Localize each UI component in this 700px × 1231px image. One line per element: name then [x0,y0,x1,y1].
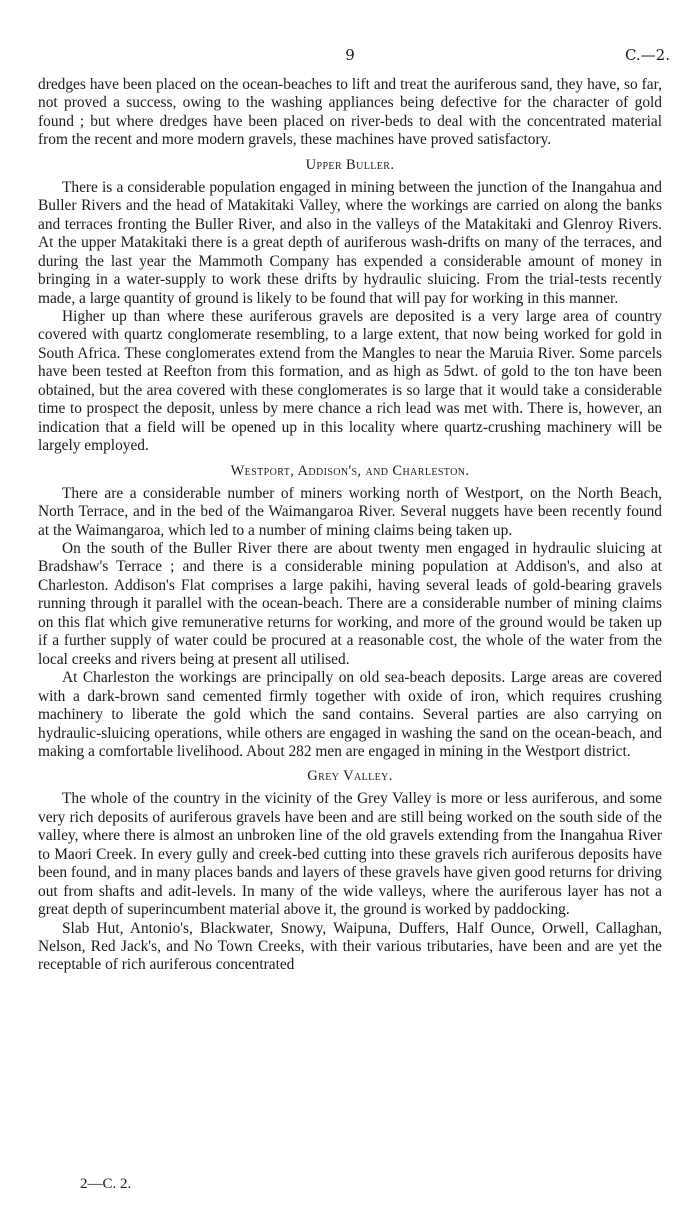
page-reference: C.—2. [624,46,670,64]
paragraph: At Charleston the workings are principally on old sea-beach deposits. Large areas are covered with a dark-brown sand cemented firmly together with oxide of iron, which requires crushing machinery to liberate the gold which the sand contains. Several parties are also carrying on hydraulic-sluicing operations, while others are engaged in washing the sand on the ocean-beach, and making a comfortable livelihood. About 282 men are engaged in mining in the Westport district. [38,669,662,760]
page-number: 9 [345,46,355,64]
signature-mark: 2—C. 2. [80,1176,132,1192]
paragraph: Higher up than where these auriferous gravels are deposited is a very large area of country covered with quartz conglomerate resembling, to a large extent, that now being worked for gold in South Africa. These conglomerates extend from the Mangles to near the Maruia River. Some parcels have been tested at Reefton from this formation, and as high as 5dwt. of gold to the ton have been obtained, but the area covered with these conglomerates is so large that it would take a considerable time to prospect the deposit, unless by mere chance a rich lead was met with. There is, however, an indication that a field will be opened up in this locality where quartz-crushing machinery will be largely employed. [38,307,662,455]
paragraph: The whole of the country in the vicinity of the Grey Valley is more or less auriferous, and some very rich deposits of auriferous gravels have been and are still being worked on the south side of the valley, where there is almost an unbroken line of the old gravels extending from the Inangahua River to Maori Creek. In every gully and creek-bed cutting into these gravels rich auriferous deposits have been found, and in many places bands and layers of these gravels have given good returns for driving out from shafts and adit-levels. In many of the wide valleys, where the auriferous layer has not a great depth of superincumbent material above it, the ground is worked by paddocking. [38,790,662,919]
section-heading: Grey Valley. [307,768,393,785]
section-heading: Westport, Addison's, and Charleston. [230,462,470,479]
body-text [38,76,662,975]
paragraph: There is a considerable population engaged in mining between the junction of the Inangahua and Buller Rivers and the head of Matakitaki Valley, where the workings are carried on along the banks and terraces fronting the Buller River, and also in the valleys of the Matakitaki and Glenroy Rivers. At the upper Matakitaki there is a great depth of auriferous wash-drifts on many of the terraces, and during the last year the Mammoth Company has expended a considerable amount of money in bringing in a water-supply to work these drifts by hydraulic sluicing. From the trial-tests recently made, a large quantity of ground is likely to be found that will pay for working in this manner. [38,178,662,307]
section-heading: Upper Buller. [305,156,395,173]
paragraph: dredges have been placed on the ocean-beaches to lift and treat the auriferous sand, they have, so far, not proved a success, owing to the washing appliances being defective for the character of gold found ; but where dredges have been placed on river-beds to deal with the concentrated material from the recent and more modern gravels, these machines have proved satisfactory. [38,76,662,149]
paragraph: Slab Hut, Antonio's, Blackwater, Snowy, Waipuna, Duffers, Half Ounce, Orwell, Callaghan, Nelson, Red Jack's, and No Town Creeks, with their various tributaries, have been and are yet the receptable of rich auriferous concentrated [38,919,662,974]
paragraph: On the south of the Buller River there are about twenty men engaged in hydraulic sluicing at Bradshaw's Terrace ; and there is a considerable mining population at Addison's, and also at Charleston. Addison's Flat comprises a large pakihi, having several leads of gold-bearing gravels running through it parallel with the ocean-beach. There are a considerable number of mining claims on this flat which give remunerative returns for working, and more of the ground would be taken up if a further supply of water could be procured at a reasonable cost, the whole of the water from the local creeks and rivers being at present all utilised. [38,539,662,668]
paragraph: There are a considerable number of miners working north of Westport, on the North Beach, North Terrace, and in the bed of the Waimangaroa River. Several nuggets have been recently found at the Waimangaroa, which led to a number of mining claims being taken up. [38,484,662,539]
